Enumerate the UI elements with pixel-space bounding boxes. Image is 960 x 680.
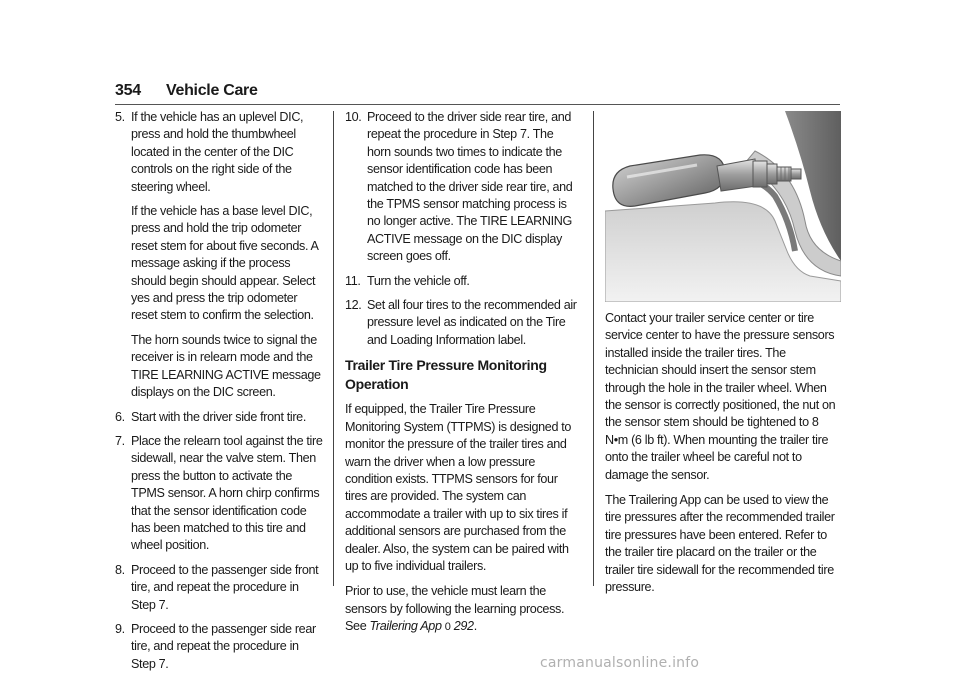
valve-stem-icon <box>605 111 841 302</box>
step-text: If the vehicle has a base level DIC, press and hold the trip odometer reset stem for about five seconds. A message asking if the process should begin should appear. Select yes and press the trip odometer reset stem to confirm the selection. <box>131 204 318 323</box>
page-header <box>115 82 835 104</box>
step-text: Proceed to the driver side rear tire, and repeat the procedure in Step 7. The horn sounds two times to indicate the sensor identification code has been matched to the driver side rear tire, and the TPMS sensor matching process is no longer active. The TIRE LEARNING ACTIVE message on the DIC display screen goes off. <box>367 110 573 264</box>
column-2 <box>345 109 577 645</box>
step-number: 8. <box>115 562 125 577</box>
section-title: Vehicle Care <box>166 82 258 99</box>
step-text: Place the relearn tool against the tire sidewall, near the valve stem. Then press the button to activate the TPMS sensor. A horn chirp confirms that the sensor identification code has been matched to this tire and wheel position. <box>131 433 323 553</box>
step-text: Turn the vehicle off. <box>367 273 470 288</box>
step-number: 11. <box>345 273 361 288</box>
step-6 <box>115 409 325 426</box>
step-10 <box>345 109 577 266</box>
tpms-sensor-illustration <box>605 111 841 302</box>
body-paragraph: The Trailering App can be used to view the tire pressures after the recommended trailer tire pressures have been entered. Refer to the trailer tire placard on the trailer or the trailer tire sidewall for the recommended tire pressure. <box>605 493 835 595</box>
step-text: Proceed to the passenger side front tire, and repeat the procedure in Step 7. <box>131 562 319 612</box>
body-paragraph <box>345 583 577 636</box>
body-paragraph: Contact your trailer service center or tire service center to have the pressure sensors installed inside the trailer tires. The technician should insert the sensor stem through the hole in the trailer wheel. When the sensor is correctly positioned, the nut on the sensor stem should be tightened to 8 N•m (6 lb ft). When mounting the trailer tire onto the trailer wheel be careful not to damage the sensor. <box>605 311 836 482</box>
subsection-heading: Trailer Tire Pressure Monitoring Operation <box>345 357 547 393</box>
xref-page: 292 <box>453 619 474 634</box>
step-text: The horn sounds twice to signal the receiver is in relearn mode and the TIRE LEARNING ACTIVE message displays on the DIC screen. <box>131 332 321 400</box>
step-number: 9. <box>115 621 125 636</box>
body-paragraph: If equipped, the Trailer Tire Pressure Monitoring System (TTPMS) is designed to monitor the pressure of the trailer tires and warn the driver when a low pressure condition exists. TTPMS sensors for four tires are provided. The system can accommodate a trailer with up to six tires if additional sensors are purchased from the dealer. Also, the system can be paired with up to five individual trailers. <box>345 402 572 573</box>
watermark: carmanualsonline.info <box>540 655 700 671</box>
column-divider-2 <box>593 111 594 586</box>
step-number: 10. <box>345 110 362 124</box>
step-11 <box>345 273 577 290</box>
step-12 <box>345 297 577 349</box>
step-number: 12. <box>345 298 362 313</box>
column-divider-1 <box>333 111 334 586</box>
step-text: Start with the driver side front tire. <box>131 409 306 424</box>
cross-reference-link[interactable] <box>370 619 474 633</box>
step-number: 5. <box>115 110 125 124</box>
step-5 <box>115 109 325 402</box>
header-rule <box>115 104 840 105</box>
step-number: 6. <box>115 409 125 424</box>
paragraph-text: Prior to use, the vehicle must learn the sensors by following the learning process. See <box>345 584 565 634</box>
step-text: Proceed to the passenger side rear tire, and repeat the procedure in Step 7. <box>131 621 316 671</box>
xref-title: Trailering App <box>369 619 442 634</box>
step-7 <box>115 433 325 555</box>
page-number: 354 <box>115 82 141 99</box>
step-8 <box>115 562 325 614</box>
step-9 <box>115 621 325 673</box>
step-text: If the vehicle has an uplevel DIC, press and hold the thumbwheel located in the center of the DIC controls on the right side of the steering wheel. <box>131 110 304 194</box>
step-text: Set all four tires to the recommended air pressure level as indicated on the Tire and Loading Information label. <box>367 298 577 347</box>
page-arrow-icon: 0 <box>444 621 451 634</box>
step-number: 7. <box>115 433 125 448</box>
column-1 <box>115 109 325 680</box>
paragraph-text: . <box>473 619 477 634</box>
column-3 <box>605 310 841 605</box>
